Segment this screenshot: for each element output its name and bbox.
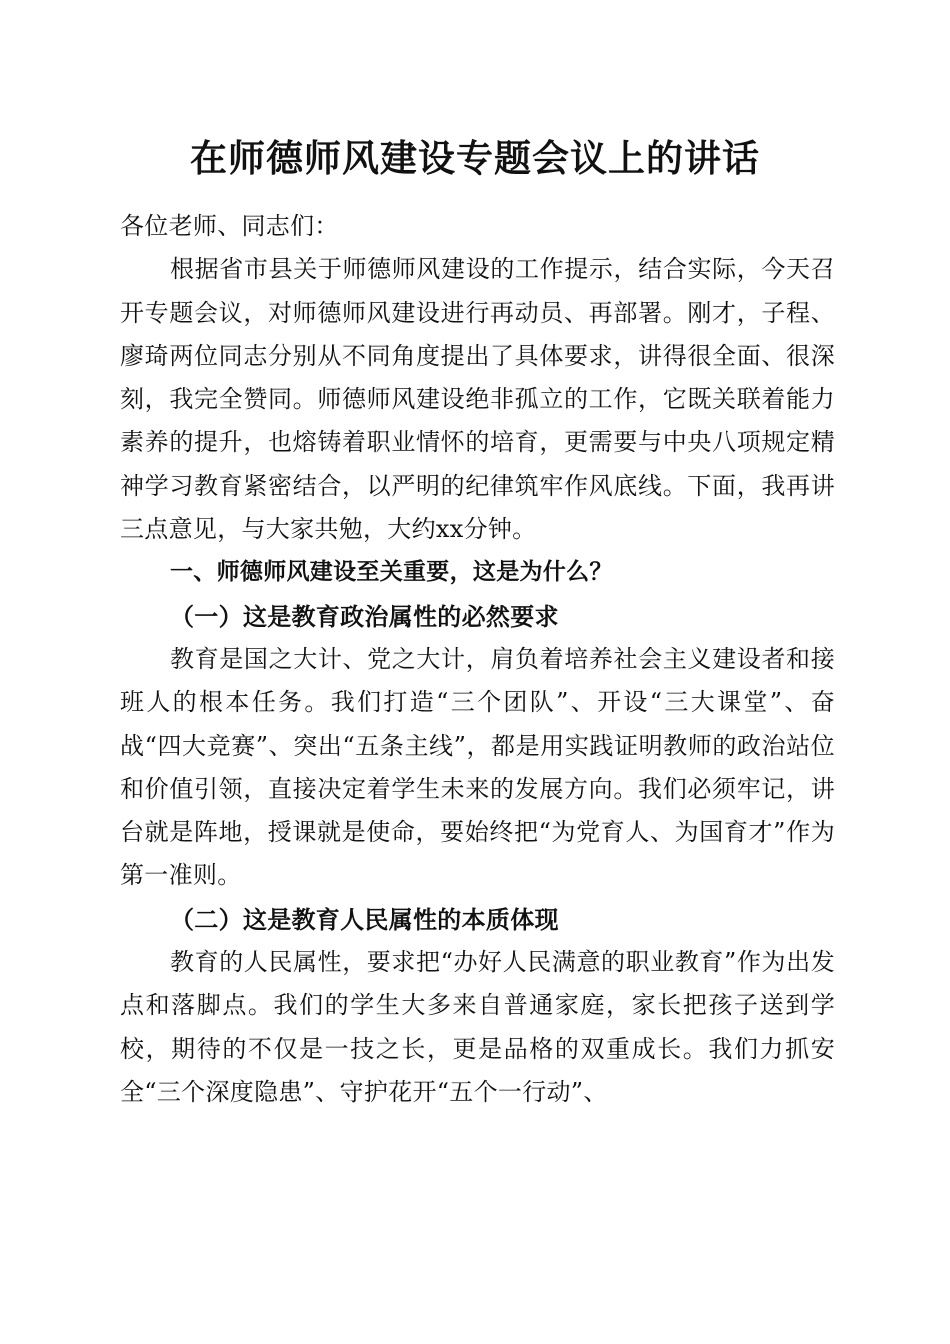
document-title: 在师德师风建设专题会议上的讲话 <box>190 136 760 180</box>
subsection-heading-2: （二）这是教育人民属性的本质体现 <box>170 904 559 934</box>
document-body <box>120 205 835 1114</box>
subsection-body-1: 教育是国之大计、党之大计，肩负着培养社会主义建设者和接班人的根本任务。我们打造“三个团队”、开设“三大课堂”、奋战“四大竞赛”、突出“五条主线”，都是用实践证明教师的政治站位和价值引领，直接决定着学生未来的发展方向。我们必须牢记，讲台就是阵地，授课就是使命，要始终把“为党育人、为国育才”作为第一准则。 <box>120 644 835 890</box>
intro-paragraph: 根据省市县关于师德师风建设的工作提示，结合实际，今天召开专题会议，对师德师风建设进行再动员、再部署。刚才，子程、廖琦两位同志分别从不同角度提出了具体要求，讲得很全面、很深刻，我完全赞同。师德师风建设绝非孤立的工作，它既关联着能力素养的提升，也熔铸着职业情怀的培育，更需要与中央八项规定精神学习教育紧密结合，以严明的纪律筑牢作风底线。下面，我再讲三点意见，与大家共勉，大约xx分钟。 <box>120 255 835 544</box>
subsection-body-2: 教育的人民属性，要求把“办好人民满意的职业教育”作为出发点和落脚点。我们的学生大多来自普通家庭，家长把孩子送到学校，期待的不仅是一技之长，更是品格的双重成长。我们力抓安全“三个深度隐患”、守护花开“五个一行动”、 <box>120 948 835 1106</box>
subsection-heading-1: （一）这是教育政治属性的必然要求 <box>170 601 559 631</box>
salutation: 各位老师、同志们： <box>120 212 339 240</box>
section-heading-1: 一、师德师风建设至关重要，这是为什么？ <box>170 559 613 586</box>
